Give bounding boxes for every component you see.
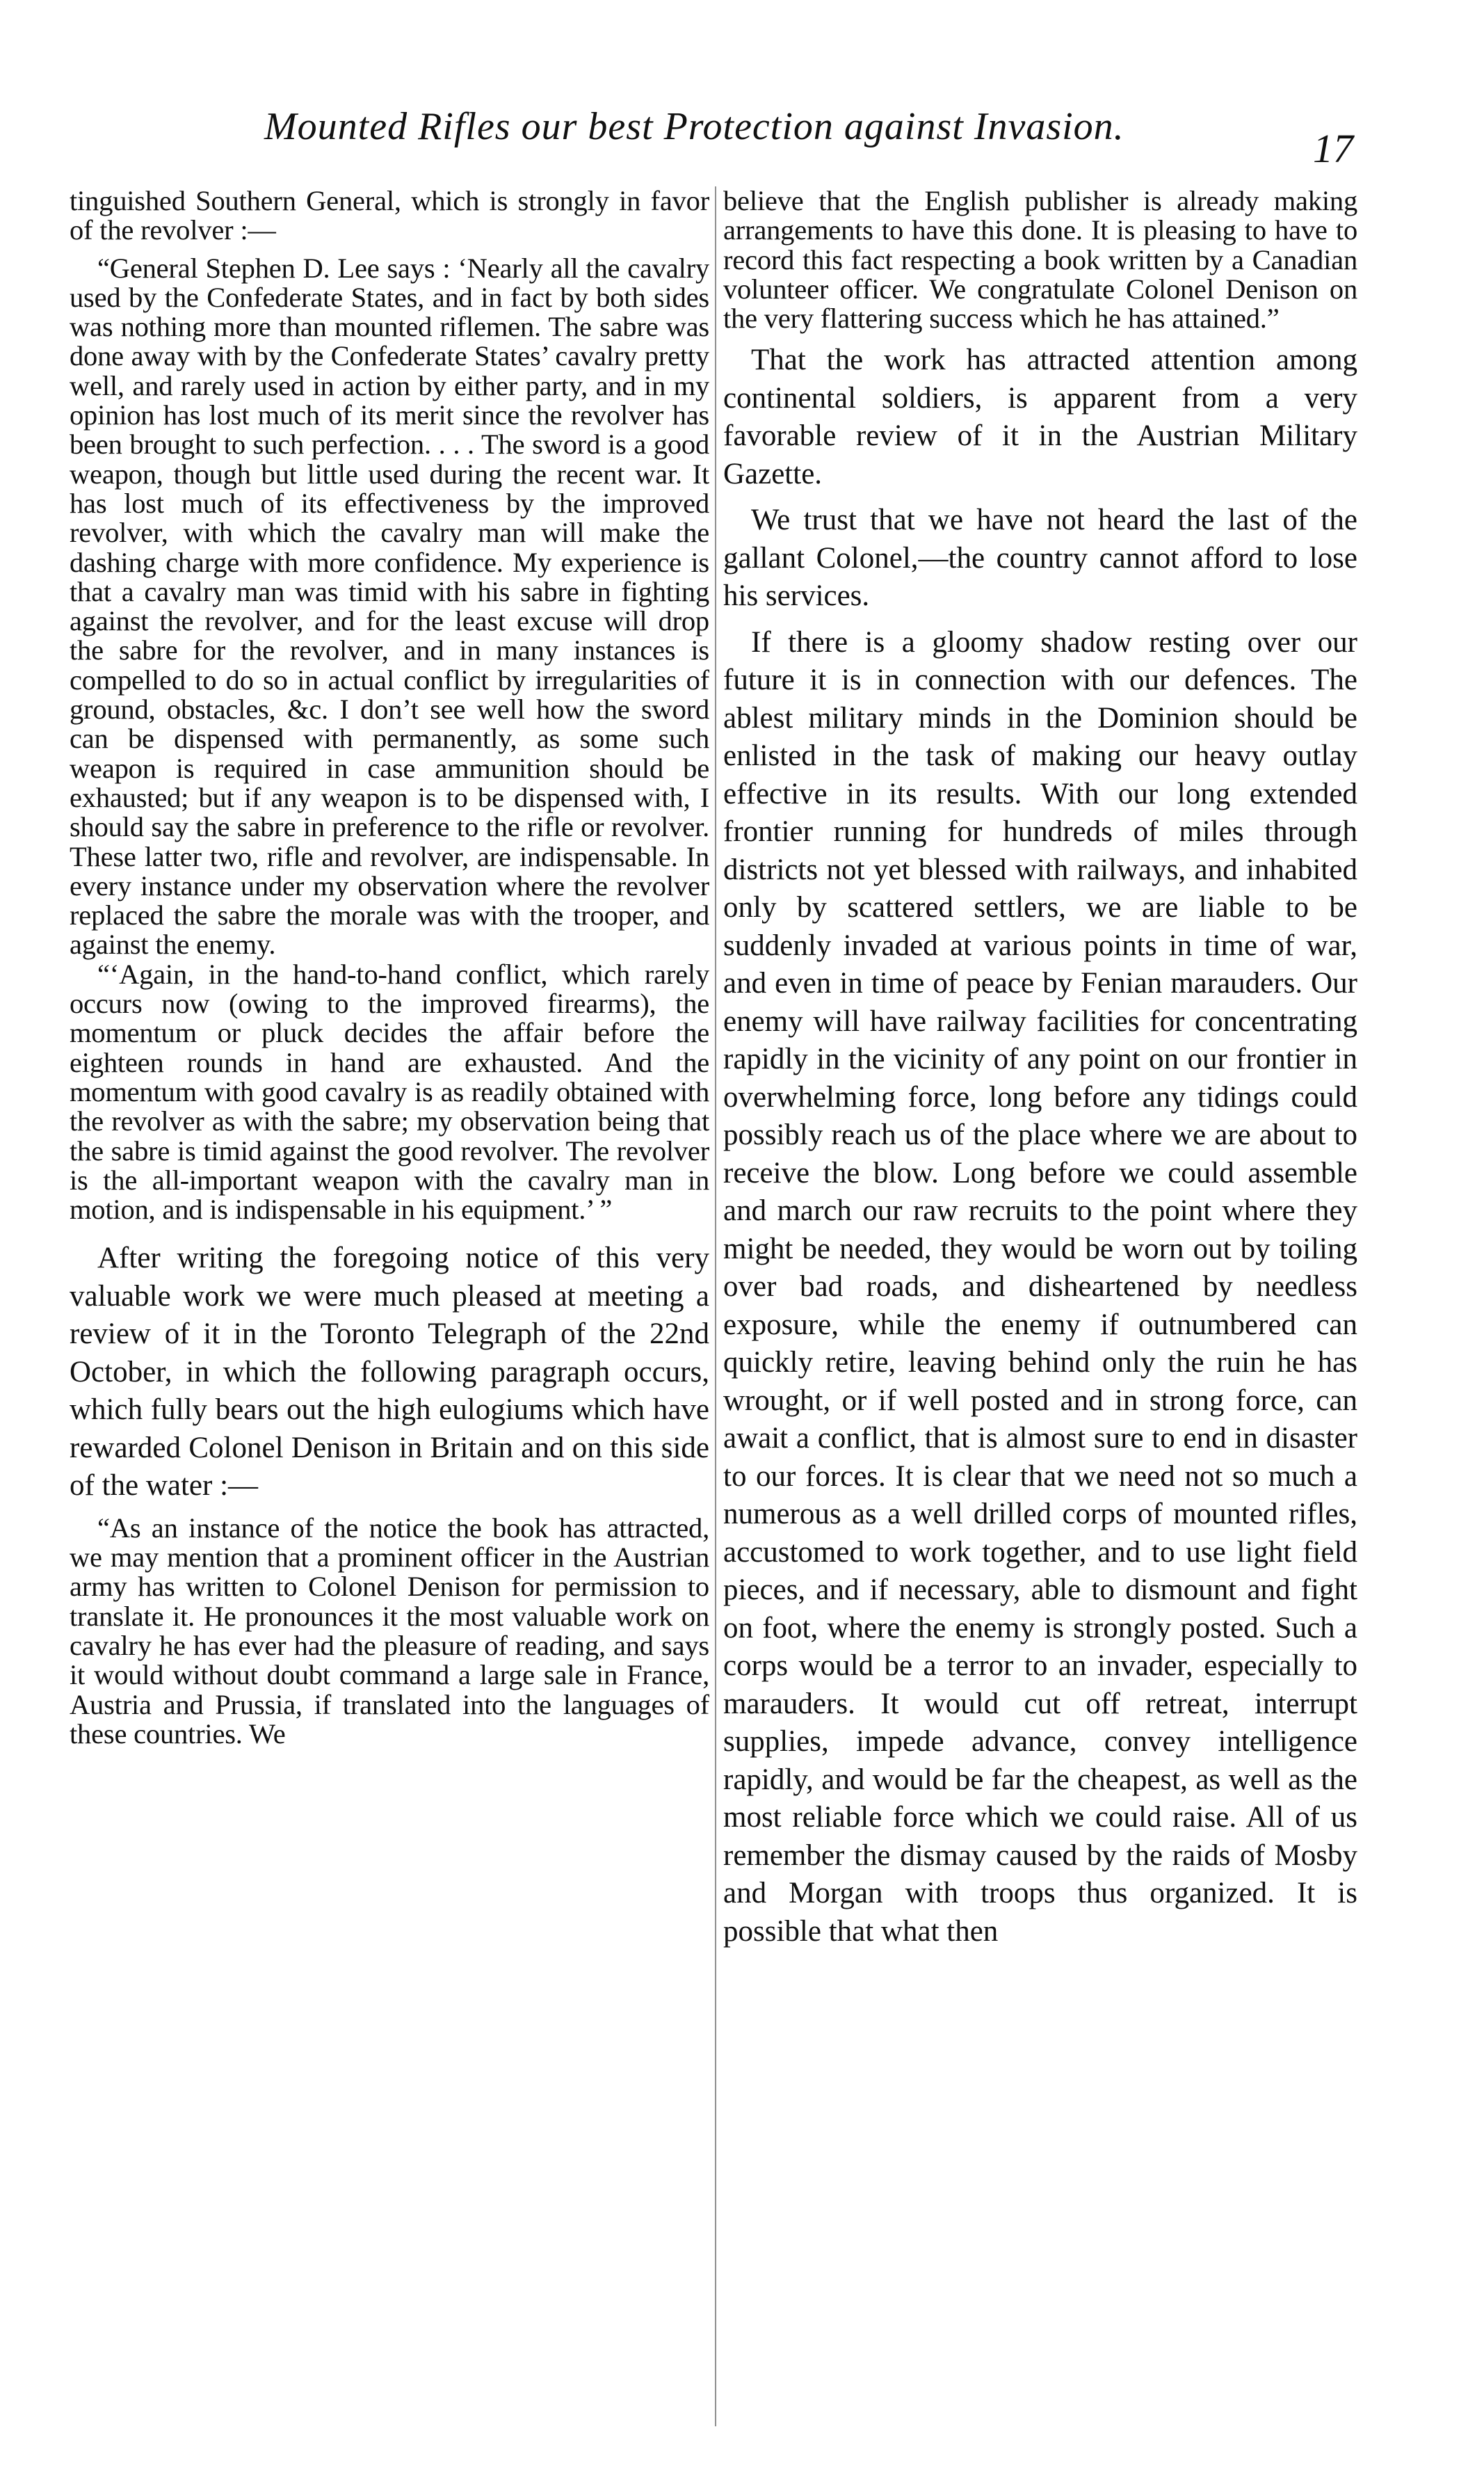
quoted-paragraph: “As an instance of the notice the book has attracted, we may mention that a prominent officer in the Austrian army has written to Colonel Denison for permission to translate it. He pronounces it the most valuable work on cavalry he has ever had the pleasure of reading, and says it would without doubt command a large sale in France, Austria and Prussia, if translated into the languages of these countries. We: [70, 1512, 709, 1749]
paragraph: After writing the foregoing notice of this very valuable work we were much pleased at meeting a review of it in the Toronto Telegraph of the 22nd October, in which the following paragraph occurs, which fully bears out the high eulogiums which have rewarded Colonel Denison in Britain and on this side of the water :—: [70, 1242, 709, 1503]
paragraph: We trust that we have not heard the last of the gallant Colonel,—the country cannot afford to lose his services.: [723, 504, 1357, 613]
left-column: [70, 186, 709, 2433]
right-column: [723, 186, 1357, 2433]
column-divider: [715, 186, 716, 2426]
quoted-paragraph: “‘Again, in the hand-to-hand conflict, which rarely occurs now (owing to the improved firearms), the momentum or pluck decides the affair before the eighteen rounds in hand are exhausted. And the momentum with good cavalry is as readily obtained with the revolver as with the sabre; my observation being that the sabre is timid against the good revolver. The revolver is the all-important weapon with the cavalry man in motion, and is indispensable in his equipment.’ ”: [70, 958, 709, 1226]
running-head: Mounted Rifles our best Protection against Invasion.: [264, 105, 1124, 148]
paragraph: tinguished Southern General, which is strongly in favor of the revolver :—: [70, 186, 709, 246]
quoted-paragraph: believe that the English publisher is already making arrangements to have this done. It is pleasing to have to record this fact respecting a book written by a Canadian volunteer officer. We congratulate Colonel Denison on the very flattering success which he has attained.”: [723, 186, 1357, 335]
page-number: 17: [1313, 126, 1353, 171]
paragraph: If there is a gloomy shadow resting over our future it is in connection with our defences. The ablest military minds in the Dominion should be enlisted in the task of making our heavy outlay effective in its results. With our long extended frontier running for hundreds of miles through districts not yet blessed with railways, and inhabited only by scattered settlers, we are liable to be suddenly invaded at various points in time of war, and even in time of peace by Fenian marauders. Our enemy will have railway facilities for concentrating rapidly in the vicinity of any point on our frontier in overwhelming force, long before any tidings could possibly reach us of the place where we are about to receive the blow. Long before we could assemble and march our raw recruits to the point where they might be needed, they would be worn out by toiling over bad roads, and disheartened by needless exposure, while the enemy if outnumbered can quickly retire, leaving behind only the ruin he has wrought, or if well posted and in strong force, can await a conflict, that is almost sure to end in disaster to our forces. It is clear that we need not so much a numerous as a well drilled corps of mounted rifles, accustomed to work together, and to use light field pieces, and if necessary, able to dismount and fight on foot, where the enemy is strongly posted. Such a corps would be a terror to an invader, especially to marauders. It would cut off retreat, interrupt supplies, impede advance, convey intelligence rapidly, and would be far the cheapest, as well as the most reliable force which we could raise. All of us remember the dismay caused by the raids of Mosby and Morgan with troops thus organized. It is possible that what then: [723, 625, 1357, 1948]
quoted-paragraph: “General Stephen D. Lee says : ‘Nearly all the cavalry used by the Confederate States, and in fact by both sides was nothing more than mounted riflemen. The sabre was done away with by the Confederate States’ cavalry pretty well, and rarely used in action by either party, and in my opinion has lost much of its merit since the revolver has been brought to such perfection. . . . The sword is a good weapon, though but little used during the recent war. It has lost much of its effectiveness by the improved revolver, with which the cavalry man will make the dashing charge with more confidence. My experience is that a cavalry man was timid with his sabre in fighting against the revolver, and for the least excuse will drop the sabre for the revolver, and in many instances is compelled to do so in actual conflict by irregularities of ground, obstacles, &c. I don’t see well how the sword can be dispensed with permanently, as some such weapon is required in case ammunition should be exhausted; but if any weapon is to be dispensed with, I should say the sabre in preference to the rifle or revolver. These latter two, rifle and revolver, are indispensable. In every instance under my observation where the revolver replaced the sabre the morale was with the trooper, and against the enemy.: [70, 252, 709, 961]
paragraph: That the work has attracted attention among continental soldiers, is apparent from a very favorable review of it in the Austrian Military Gazette.: [723, 344, 1357, 490]
